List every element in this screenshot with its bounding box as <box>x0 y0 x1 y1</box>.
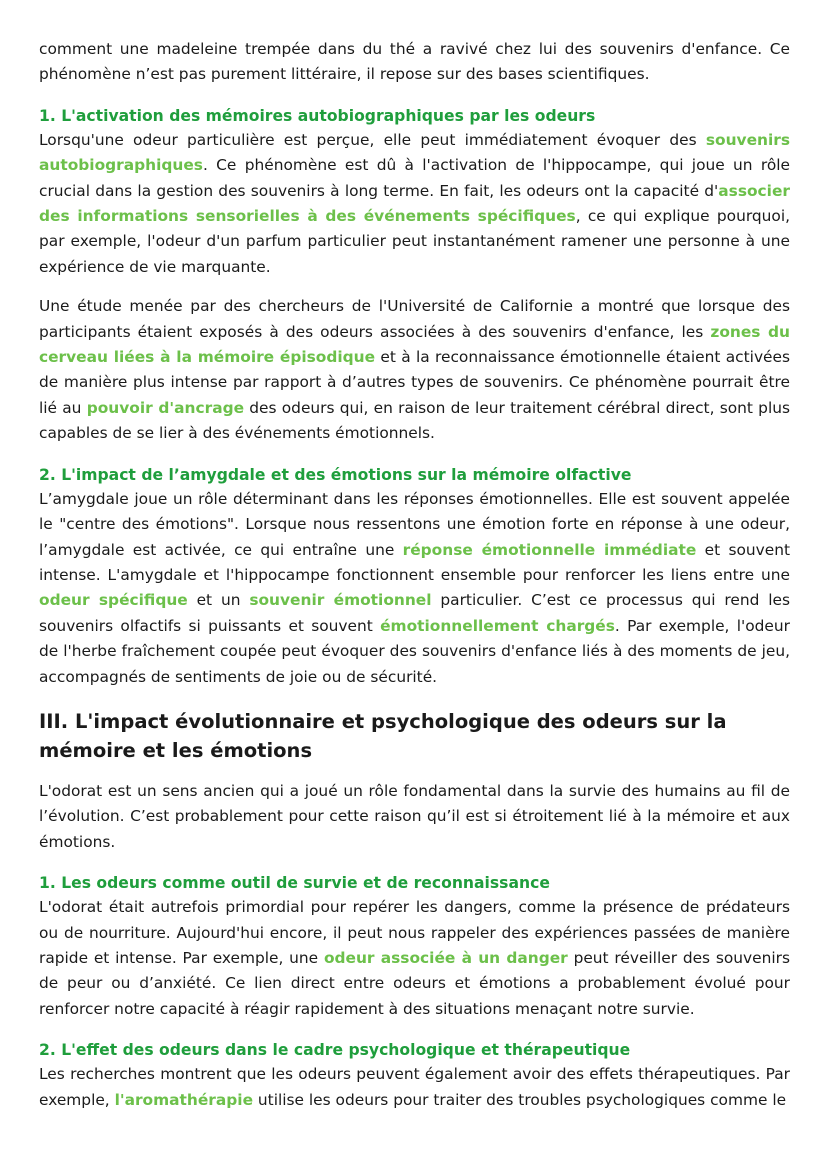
subheading-survival: 1. Les odeurs comme outil de survie et de reconnaissance <box>39 874 550 893</box>
subheading-amygdala: 2. L'impact de l’amygdale et des émotions sur la mémoire olfactive <box>39 465 632 484</box>
highlight-term: pouvoir d'ancrage <box>86 398 245 417</box>
highlight-term: réponse émotionnelle immédiate <box>402 540 697 559</box>
paragraph-olfaction-ancient: L'odorat est un sens ancien qui a joué un rôle fondamental dans la survie des humains au fil de l’évolution. C’est probablement pour cette raison qu’il est si étroitement lié à la mémoire et aux émotions. <box>39 781 790 851</box>
paragraph-california-study: Une étude menée par des chercheurs de l'Université de Californie a montré que lorsque des participants étaient exposés à des odeurs associées à des souvenirs d'enfance, les zones du cerveau liées à la mémoire épisodique et à la reconnaissance émotionnelle étaient activées de manière plus intense par rapport à d’autres types de souvenirs. Ce phénomène pourrait être lié au pouvoir d'ancrage des odeurs qui, en raison de leur traitement cérébral direct, sont plus capables de se lier à des événements émotionnels. <box>39 297 791 443</box>
paragraph-therapeutic: Les recherches montrent que les odeurs peuvent également avoir des effets thérapeutiques. Par exemple, l'aromathérapie utilise les odeurs pour traiter des troubles psychologiques comme le <box>39 1065 790 1109</box>
paragraph-amygdala: L’amygdale joue un rôle déterminant dans les réponses émotionnelles. Elle est souvent appelée le "centre des émotions". Lorsque nous ressentons une émotion forte en réponse à une odeur, l’amygdale est activée, ce qui entraîne une réponse émotionnelle immédiate et souvent intense. L'amygdale et l'hippocampe fonctionnent ensemble pour renforcer les liens entre une odeur spécifique et un souvenir émotionnel particulier. C’est ce processus qui rend les souvenirs olfactifs si puissants et souvent émotionnellement chargés. Par exemple, l'odeur de l'herbe fraîchement coupée peut évoquer des souvenirs d'enfance liés à des moments de jeu, accompagnés de sentiments de joie ou de sécurité. <box>39 489 791 686</box>
highlight-term: souvenir émotionnel <box>249 591 432 610</box>
highlight-term: odeur associée à un danger <box>323 948 568 967</box>
highlight-term: odeur spécifique <box>39 591 188 610</box>
section-heading-evolutionary: III. L'impact évolutionnaire et psychologique des odeurs sur la mémoire et les émotions <box>39 709 727 762</box>
highlight-term: souvenirs autobiographiques <box>39 130 790 175</box>
paragraph-intro: comment une madeleine trempée dans du thé a ravivé chez lui des souvenirs d'enfance. Ce phénomène n’est pas purement littéraire, il repose sur des bases scientifiques. <box>39 40 790 84</box>
paragraph-autobiographical: Lorsqu'une odeur particulière est perçue, elle peut immédiatement évoquer des souvenirs autobiographiques. Ce phénomène est dû à l'activation de l'hippocampe, qui joue un rôle crucial dans la gestion des souvenirs à long terme. En fait, les odeurs ont la capacité d'associer des informations sensorielles à des événements spécifiques, ce qui explique pourquoi, par exemple, l'odeur d'un parfum particulier peut instantanément ramener une personne à une expérience de vie marquante. <box>39 130 790 276</box>
paragraph-survival: L'odorat était autrefois primordial pour repérer les dangers, comme la présence de prédateurs ou de nourriture. Aujourd'hui encore, il peut nous rappeler des expériences passées de manière rapide et intense. Par exemple, une odeur associée à un danger peut réveiller des souvenirs de peur ou d’anxiété. Ce lien direct entre odeurs et émotions a probablement évolué pour renforcer notre capacité à réagir rapidement à des situations menaçant notre survie. <box>39 898 790 1018</box>
highlight-term: zones du cerveau liées à la mémoire épisodique <box>39 322 790 367</box>
subheading-therapeutic: 2. L'effet des odeurs dans le cadre psychologique et thérapeutique <box>39 1041 631 1060</box>
highlight-term: associer des informations sensorielles à des événements spécifiques <box>39 181 790 226</box>
highlight-term: l'aromathérapie <box>114 1090 254 1109</box>
highlight-term: émotionnellement chargés <box>380 616 615 635</box>
subheading-autobiographical-memory: 1. L'activation des mémoires autobiographiques par les odeurs <box>39 106 596 125</box>
